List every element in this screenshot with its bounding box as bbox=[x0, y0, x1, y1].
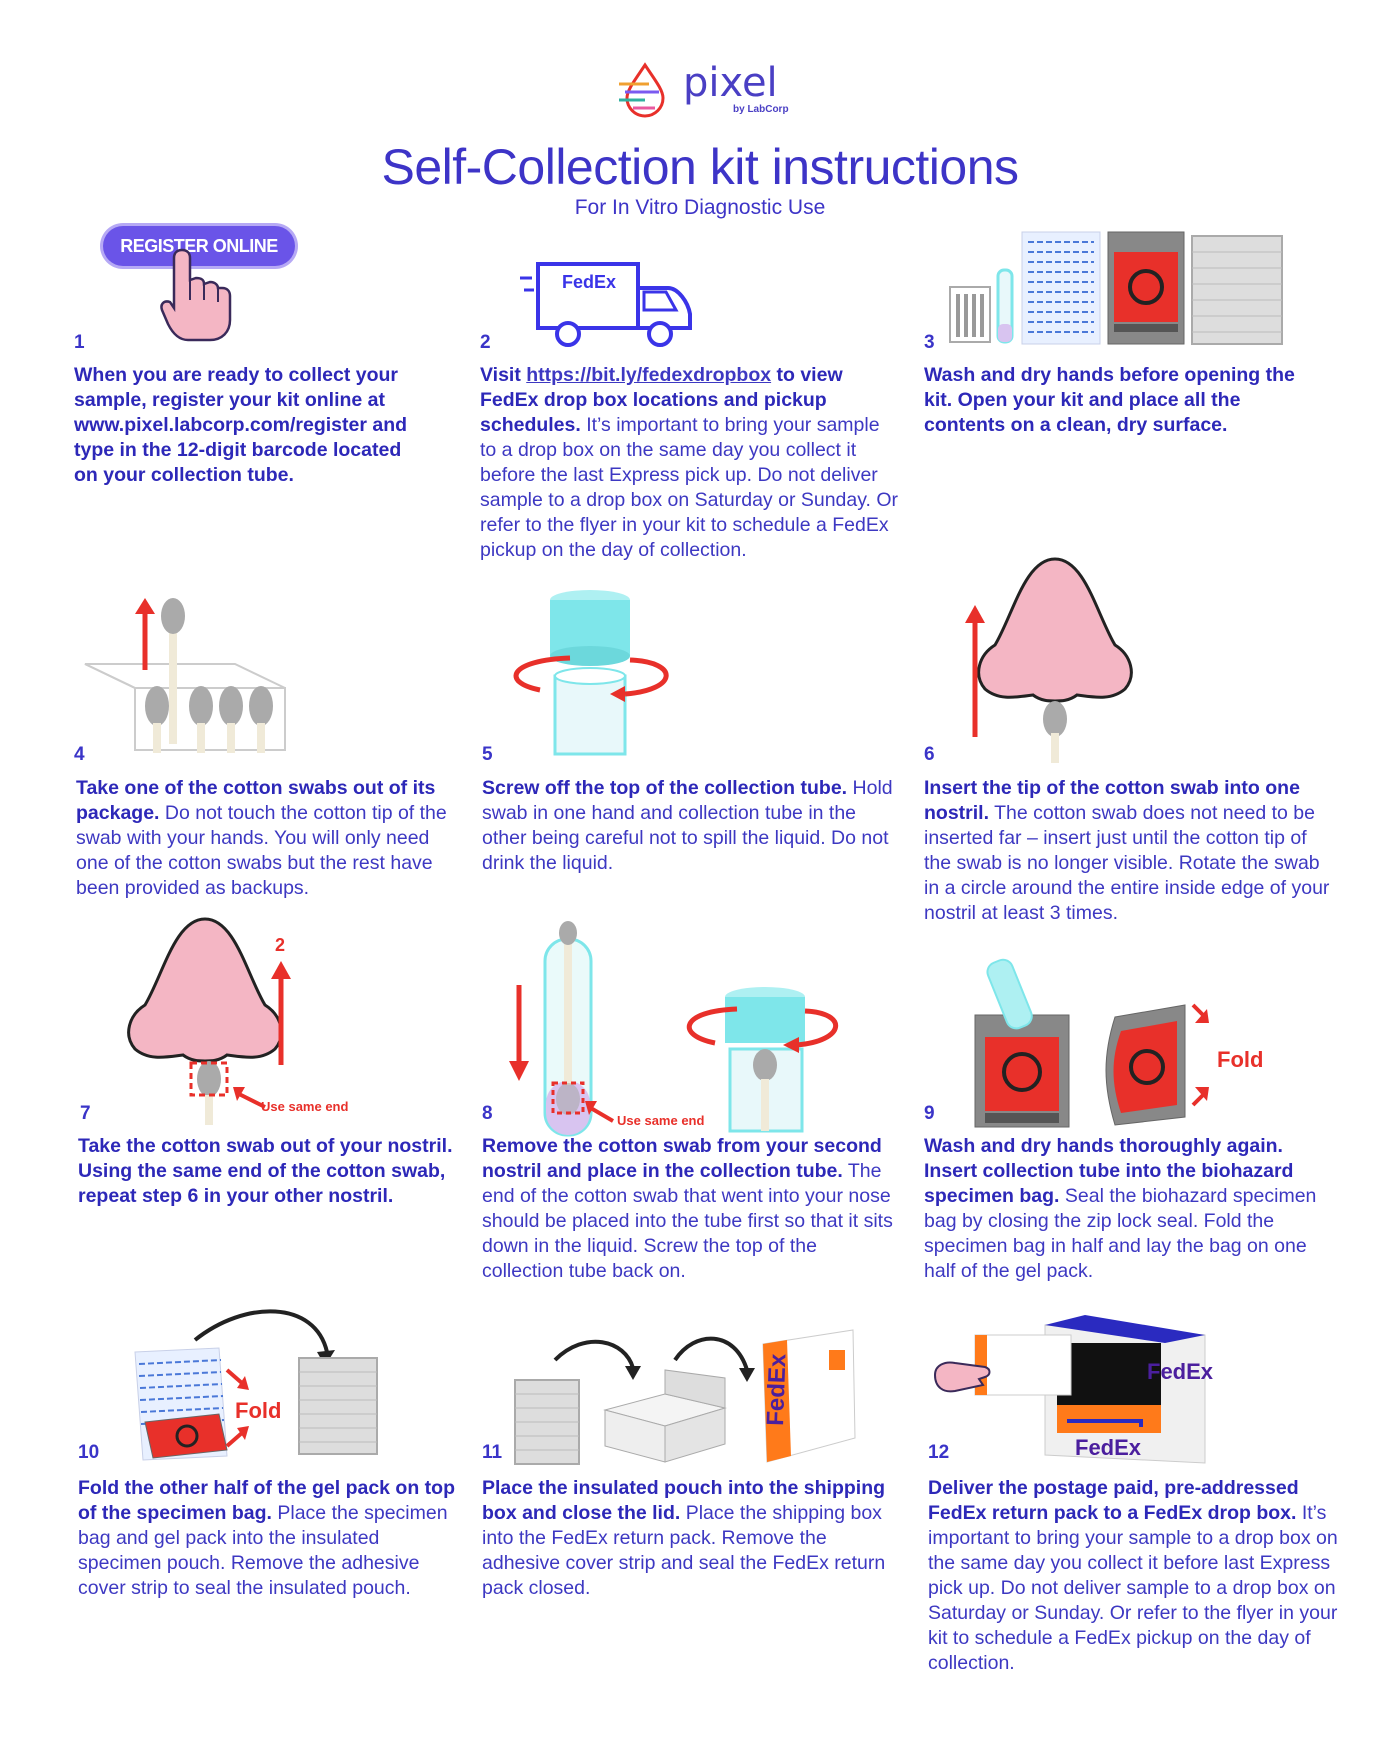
step-12-number: 12 bbox=[928, 1442, 950, 1463]
page-subtitle: For In Vitro Diagnostic Use bbox=[574, 196, 826, 219]
step-12-rest: It’s important to bring your sample to a drop box on the same day you collect it before last Express pick up. Do not deliver sample to a drop box on Saturday or Sunday. Or refer to the flyer in your kit to schedule a FedEx pickup on the day of collection. bbox=[928, 1502, 1338, 1674]
step-9-text bbox=[924, 1134, 1334, 1284]
step-5-rest: Hold swab in one hand and collection tube in the other being careful not to spill the liquid. Do not drink the liquid. bbox=[482, 777, 893, 874]
fedex-pack-label: FedEx bbox=[762, 1353, 792, 1427]
step-8-rest: The end of the cotton swab that went into your nose should be placed into the tube first so that it sits down in the liquid. Screw the top of the collection tube back on. bbox=[482, 1160, 893, 1282]
step-7-text bbox=[78, 1134, 468, 1209]
gel-pack-fold-icon bbox=[135, 1300, 395, 1470]
fedex-dropbox-link[interactable]: https://bit.ly/fedexdropbox bbox=[526, 364, 772, 386]
pixel-logo bbox=[615, 60, 795, 120]
step-3-text bbox=[924, 363, 1324, 438]
fedex-box-top-label: FedEx bbox=[1147, 1359, 1214, 1384]
step-9-number: 9 bbox=[924, 1103, 935, 1124]
step-2-number: 2 bbox=[480, 332, 491, 353]
register-online-button[interactable]: REGISTER ONLINE bbox=[103, 226, 295, 266]
step-5-number: 5 bbox=[482, 744, 493, 765]
fedex-box-front-label: FedEx bbox=[1075, 1435, 1142, 1460]
step-12-bold: Deliver the postage paid, pre-addressed FedEx return pack to a FedEx drop box. bbox=[928, 1477, 1299, 1524]
fedex-dropbox-icon bbox=[935, 1315, 1235, 1465]
step-11-rest: Place the shipping box into the FedEx return pack. Remove the adhesive cover strip and seal the FedEx return pack closed. bbox=[482, 1502, 886, 1599]
fold-label-9: Fold bbox=[1217, 1047, 1264, 1072]
step-6-number: 6 bbox=[924, 744, 935, 765]
biohazard-bag-icon bbox=[975, 955, 1275, 1130]
swab-into-tube-icon bbox=[505, 925, 835, 1135]
step-12-text bbox=[928, 1476, 1338, 1676]
step-11-number: 11 bbox=[482, 1442, 503, 1463]
shipping-box-icon bbox=[515, 1330, 855, 1470]
brand-name: pixel bbox=[683, 60, 778, 106]
step-6-bold: Insert the tip of the cotton swab into one nostril. bbox=[924, 777, 1300, 824]
brand-sub: by LabCorp bbox=[733, 104, 789, 115]
step-8-text bbox=[482, 1134, 902, 1284]
nose-insert-icon bbox=[965, 555, 1165, 765]
tube-unscrew-icon bbox=[500, 590, 680, 760]
step-9-bold: Wash and dry hands thoroughly again. Insert collection tube into the biohazard specimen bag. bbox=[924, 1135, 1294, 1207]
fedex-van-label: FedEx bbox=[562, 272, 617, 292]
use-same-end-label-7: Use same end bbox=[261, 1099, 349, 1114]
step-2-rest: It’s important to bring your sample to a drop box on the same day you collect it before the last Express pick up. Do not deliver sample to a drop box on Saturday or Sunday. Or refer to the flyer in your kit to schedule a FedEx pickup on the day of collection. bbox=[480, 414, 899, 561]
step-8-bold: Remove the cotton swab from your second nostril and place in the collection tube. bbox=[482, 1135, 882, 1182]
step-4-number: 4 bbox=[74, 744, 85, 765]
step-10-text bbox=[78, 1476, 468, 1601]
svg-text:2: 2 bbox=[275, 935, 286, 955]
step-4-text bbox=[76, 776, 456, 901]
swab-package-icon bbox=[85, 598, 295, 758]
fedex-van-icon bbox=[520, 258, 700, 358]
step-10-bold: Fold the other half of the gel pack on top of the specimen bag. bbox=[78, 1477, 455, 1524]
step-2-bold: to view FedEx drop box locations and pickup schedules. bbox=[480, 364, 843, 436]
fold-label-10: Fold bbox=[235, 1398, 282, 1423]
step-1-number: 1 bbox=[74, 332, 85, 353]
step-10-rest: Place the specimen bag and gel pack into the insulated specimen pouch. Remove the adhesive cover strip to seal the insulated pouch. bbox=[78, 1502, 448, 1599]
nose-remove-icon bbox=[125, 915, 385, 1125]
step-6-rest: The cotton swab does not need to be inserted far – insert just until the cotton tip of the swab is no longer visible. Rotate the swab in a circle around the entire inside edge of your nostril at least 3 times. bbox=[924, 802, 1330, 924]
step-2-text bbox=[480, 363, 900, 563]
step-7-bold: Take the cotton swab out of your nostril. Using the same end of the cotton swab, repeat step 6 in your other nostril. bbox=[78, 1135, 453, 1207]
step-3-number: 3 bbox=[924, 332, 935, 353]
pixel-logo-icon bbox=[615, 60, 675, 115]
step-1-bold: When you are ready to collect your sample, register your kit online at www.pixel.labcorp.com/register and type in the 12-digit barcode located on your collection tube. bbox=[74, 364, 408, 486]
step-4-rest: Do not touch the cotton tip of the swab with your hands. You will only need one of the cotton swabs but the rest have been provided as backups. bbox=[76, 802, 447, 899]
step-10-number: 10 bbox=[78, 1442, 100, 1463]
step-3-bold: Wash and dry hands before opening the kit. Open your kit and place all the contents on a clean, dry surface. bbox=[924, 364, 1295, 436]
step-11-bold: Place the insulated pouch into the shipping box and close the lid. bbox=[482, 1477, 886, 1524]
kit-contents-icon bbox=[950, 232, 1300, 352]
use-same-end-label-8: Use same end bbox=[617, 1113, 705, 1128]
step-5-bold: Screw off the top of the collection tube. bbox=[482, 777, 848, 799]
step-6-text bbox=[924, 776, 1334, 926]
step-11-text bbox=[482, 1476, 892, 1601]
step-1-text bbox=[74, 363, 414, 488]
step-9-rest: Seal the biohazard specimen bag by closing the zip lock seal. Fold the specimen bag in half and lay the bag on one half of the gel pack. bbox=[924, 1185, 1317, 1282]
step-5-text bbox=[482, 776, 902, 876]
step-2-pre: Visit bbox=[480, 364, 527, 386]
pointing-hand-icon bbox=[160, 250, 240, 350]
step-8-number: 8 bbox=[482, 1103, 493, 1124]
page-title: Self-Collection kit instructions bbox=[381, 139, 1019, 195]
step-7-number: 7 bbox=[80, 1103, 91, 1124]
step-4-bold: Take one of the cotton swabs out of its package. bbox=[76, 777, 436, 824]
